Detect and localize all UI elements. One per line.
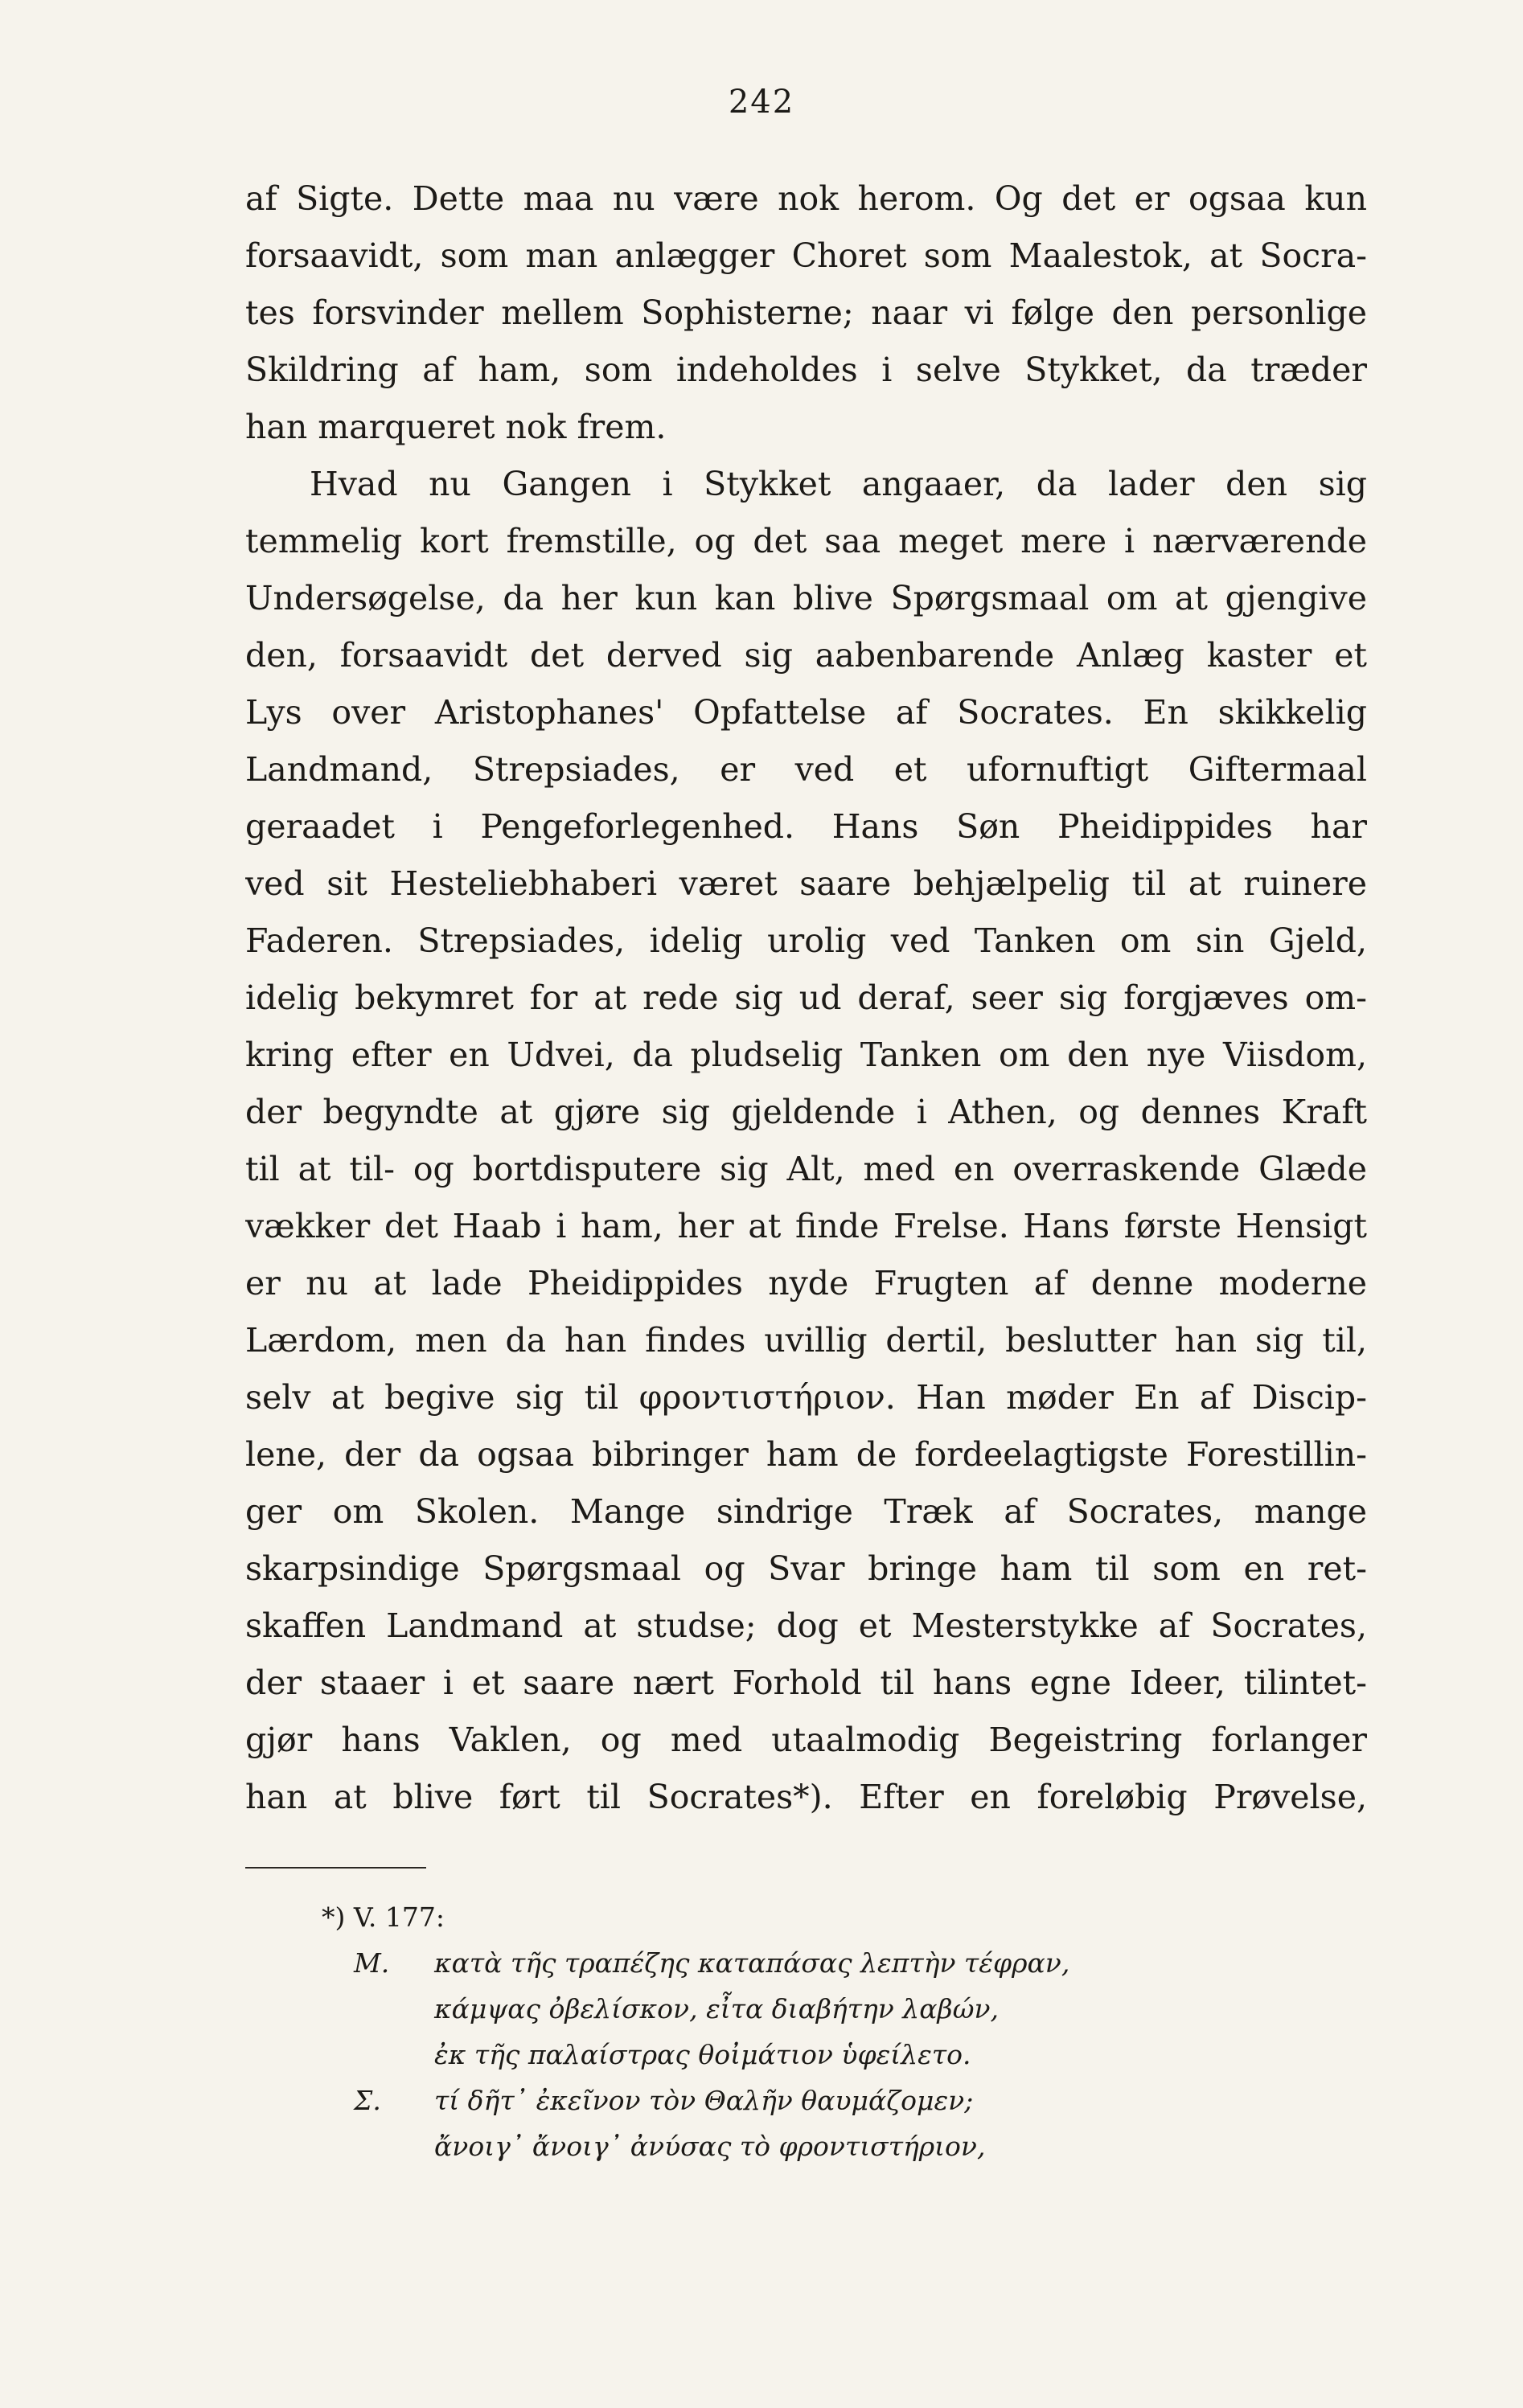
text-line: den, forsaavidt det derved sig aabenbarende Anlæg kaster et [245, 636, 1367, 675]
text-line: idelig bekymret for at rede sig ud deraf, seer sig forgjæves om- [245, 978, 1367, 1017]
text-line: af Sigte. Dette maa nu være nok herom. Og det er ogsaa kun [245, 179, 1367, 218]
text-line: Lærdom, men da han findes uvillig dertil, beslutter han sig til, [245, 1321, 1367, 1360]
speaker-label: Σ. [354, 2085, 381, 2116]
verse-text: τί δῆτ᾽ ἐκεῖνον τὸν Θαλῆν θαυμάζομεν; [434, 2085, 974, 2116]
verse-text: κατὰ τῆς τραπέζης καταπάσας λεπτὴν τέφραν, [434, 1947, 1070, 1979]
text-line: der staaer i et saare nært Forhold til hans egne Ideer, tilintet- [245, 1663, 1367, 1702]
text-line: tes forsvinder mellem Sophisterne; naar vi følge den personlige [245, 293, 1367, 332]
text-line: temmelig kort fremstille, og det saa meget mere i nærværende [245, 522, 1367, 560]
speaker-label: M. [354, 1947, 390, 1979]
verse-line [245, 2123, 1367, 2169]
text-line: Skildring af ham, som indeholdes i selve Stykket, da træder [245, 351, 1367, 389]
text-line: Undersøgelse, da her kun kan blive Spørgsmaal om at gjengive [245, 579, 1367, 617]
text-line: geraadet i Pengeforlegenhed. Hans Søn Pheidippides har [245, 807, 1367, 846]
text-line: gjør hans Vaklen, og med utaalmodig Begeistring forlanger [245, 1721, 1367, 1759]
text-line: skaffen Landmand at studse; dog et Mesterstykke af Socrates, [245, 1606, 1367, 1645]
footnote [245, 1894, 1367, 2169]
text-line: Lys over Aristophanes' Opfattelse af Socrates. En skikkelig [245, 693, 1367, 732]
text-line: skarpsindige Spørgsmaal og Svar bringe ham til som en ret- [245, 1549, 1367, 1588]
verse-line [245, 2078, 1367, 2123]
verse-line [245, 1940, 1367, 1986]
text-line: kring efter en Udvei, da pludselig Tanken om den nye Viisdom, [245, 1036, 1367, 1074]
footnote-reference: *) V. 177: [322, 1901, 445, 1933]
text-line: han marqueret nok frem. [245, 408, 667, 446]
text-line: lene, der da ogsaa bibringer ham de fordeelagtigste Forestillin- [245, 1435, 1367, 1474]
text-line: er nu at lade Pheidippides nyde Frugten af denne moderne [245, 1264, 1367, 1302]
text-line: ved sit Hesteliebhaberi været saare behjælpelig til at ruinere [245, 864, 1367, 903]
footnote-divider [245, 1867, 426, 1869]
text-line: til at til- og bortdisputere sig Alt, med en overraskende Glæde [245, 1150, 1367, 1188]
text-line: selv at begive sig til φροντιστήριον. Han møder En af Discip- [245, 1378, 1367, 1417]
page-number: 242 [728, 84, 795, 121]
text-line: ger om Skolen. Mange sindrige Træk af Socrates, mange [245, 1492, 1367, 1531]
verse-line [245, 2032, 1367, 2078]
text-line: han at blive ført til Socrates*). Efter en foreløbig Prøvelse, [245, 1778, 1367, 1816]
verse-text: κάμψας ὀβελίσκον, εἶτα διαβήτην λαβών, [434, 1993, 1000, 2024]
text-line: vækker det Haab i ham, her at finde Frelse. Hans første Hensigt [245, 1207, 1367, 1245]
text-line: Faderen. Strepsiades, idelig urolig ved Tanken om sin Gjeld, [245, 921, 1367, 960]
body-text [245, 170, 1367, 1826]
verse-text: ἄνοιγ᾽ ἄνοιγ᾽ ἀνύσας τὸ φροντιστήριον, [434, 2131, 986, 2162]
text-line: Landmand, Strepsiades, er ved et ufornuftigt Giftermaal [245, 750, 1367, 789]
verse-line [245, 1986, 1367, 2032]
verse-text: ἐκ τῆς παλαίστρας θοἰμάτιον ὑφείλετο. [434, 2039, 971, 2070]
text-line: forsaavidt, som man anlægger Choret som Maalestok, at Socra- [245, 236, 1367, 275]
text-line: der begyndte at gjøre sig gjeldende i Athen, og dennes Kraft [245, 1093, 1367, 1131]
text-line: Hvad nu Gangen i Stykket angaaer, da lader den sig [310, 465, 1367, 503]
